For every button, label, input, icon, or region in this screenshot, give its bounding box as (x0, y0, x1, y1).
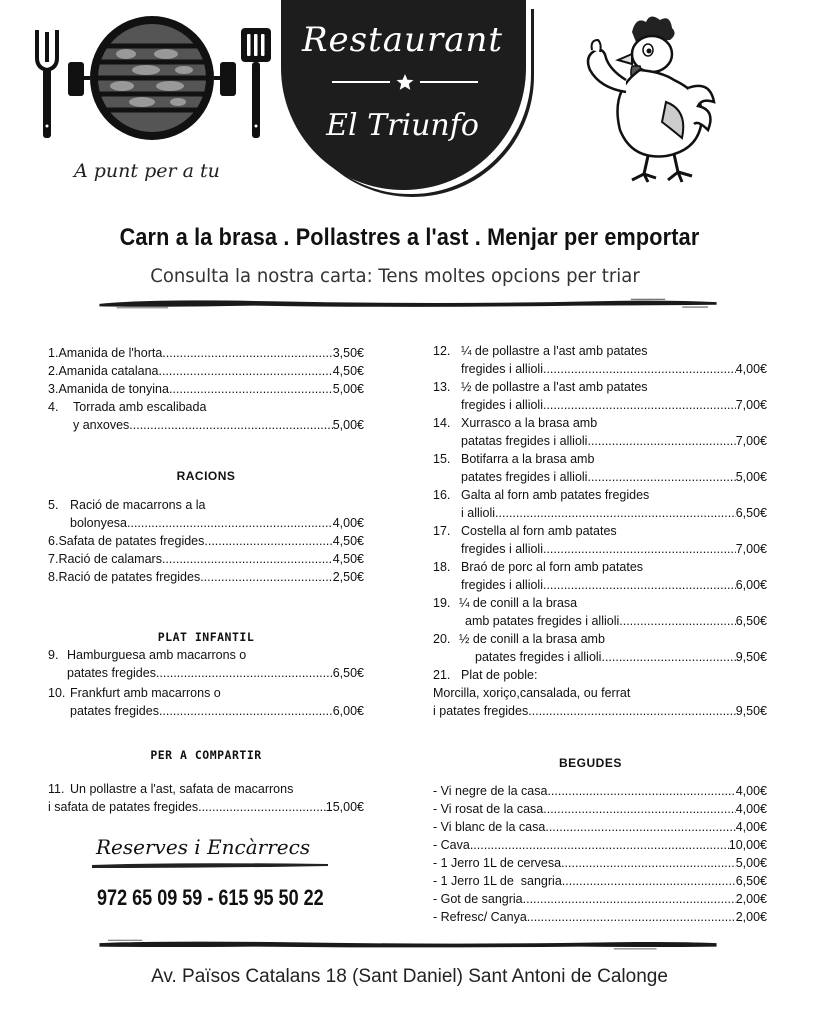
drink-item (433, 908, 767, 926)
item-label: - Refresc/ Canya (433, 910, 527, 924)
item-label: Frankfurt amb macarrons o (70, 686, 221, 700)
section-title-compartir: PER A COMPARTIR (150, 748, 262, 762)
menu-item (433, 414, 767, 450)
item-price: 6,50€ (332, 666, 364, 680)
starters-list (48, 344, 364, 434)
item-price: 4,00€ (735, 784, 767, 798)
dot-leader (159, 362, 333, 380)
item-label: patates fregides i allioli (461, 470, 588, 484)
item-price: 2,50€ (332, 570, 364, 584)
section-title-infantil: PLAT INFANTIL (157, 630, 255, 644)
item-price: 4,00€ (735, 802, 767, 816)
grill-icon (66, 10, 238, 145)
dot-leader (545, 818, 735, 836)
item-price: 5,00€ (735, 856, 767, 870)
dot-leader (619, 612, 735, 630)
dot-leader (527, 908, 736, 926)
dot-leader (543, 396, 736, 414)
star-icon (330, 72, 480, 92)
item-price: 9,50€ (735, 704, 767, 718)
item-label: Torrada amb escalibada (73, 400, 207, 414)
menu-item (48, 646, 364, 682)
dot-leader (543, 576, 736, 594)
item-number: 8. (48, 570, 59, 584)
menu-item (433, 594, 767, 630)
racions-list (48, 496, 364, 586)
item-label: patatas fregides i allioli (461, 434, 588, 448)
item-label: Ració de macarrons a la (70, 498, 206, 512)
reservations-underline (92, 860, 328, 870)
drink-item (433, 872, 767, 890)
item-label: i patates fregides (433, 704, 529, 718)
dot-leader (198, 798, 326, 816)
dot-leader (561, 854, 736, 872)
item-number: 4. (48, 400, 59, 414)
item-label: Safata de patates fregides (58, 534, 205, 548)
item-price: 4,00€ (735, 820, 767, 834)
infantil-list (48, 646, 364, 720)
headline: Carn a la brasa . Pollastres a l'ast . Menjar per emportar (119, 224, 700, 251)
dot-leader (523, 890, 736, 908)
divider-top (48, 297, 768, 309)
subheadline: Consulta la nostra carta: Tens moltes opcions per triar (150, 265, 640, 287)
item-number: 19. (433, 596, 451, 610)
drink-item (433, 854, 767, 872)
rooster-icon (570, 10, 720, 188)
menu-item (48, 398, 364, 434)
dot-leader (547, 782, 735, 800)
item-price: 9,50€ (735, 650, 767, 664)
fork-icon (34, 28, 60, 140)
item-number: 6. (48, 534, 59, 548)
item-label: - Vi blanc de la casa (433, 820, 546, 834)
item-number: 11. (48, 782, 65, 796)
section-title-begudes: BEGUDES (559, 756, 622, 770)
item-label: Amanida catalana (58, 364, 159, 378)
item-label: patates fregides (67, 666, 156, 680)
item-label: fregides i allioli (461, 542, 543, 556)
item-price: 6,50€ (735, 506, 767, 520)
menu-item (433, 630, 767, 666)
item-label: amb patates fregides i allioli (465, 614, 620, 628)
item-label: Costella al forn amb patates (461, 524, 617, 538)
item-price: 7,00€ (735, 398, 767, 412)
reservations-title: Reserves i Encàrrecs (96, 835, 311, 859)
phone-numbers: 972 65 09 59 - 615 95 50 22 (97, 885, 324, 910)
item-number: 1. (48, 346, 59, 360)
item-label: y anxoves (73, 418, 130, 432)
item-label: ¼ de pollastre a l'ast amb patates (461, 344, 648, 358)
dot-leader (528, 702, 736, 720)
item-number: 18. (433, 560, 451, 574)
dot-leader (543, 540, 736, 558)
item-price: 7,00€ (735, 434, 767, 448)
item-price: 4,00€ (735, 362, 767, 376)
mains-list (433, 342, 767, 720)
item-label: - 1 Jerro 1L de cervesa (433, 856, 562, 870)
item-price: 2,00€ (735, 892, 767, 906)
drink-item (433, 818, 767, 836)
item-number: 16. (433, 488, 451, 502)
item-price: 15,00€ (325, 800, 364, 814)
item-label: Amanida de tonyina (58, 382, 169, 396)
item-price: 4,00€ (332, 516, 364, 530)
dot-leader (162, 344, 332, 362)
drink-item (433, 782, 767, 800)
drink-item (433, 890, 767, 908)
item-number: 3. (48, 382, 59, 396)
menu-item (433, 522, 767, 558)
item-label: - 1 Jerro 1L de sangria (433, 874, 562, 888)
logo-restaurant-name: El Triunfo (326, 108, 479, 143)
item-price: 5,00€ (332, 418, 364, 432)
menu-item (433, 558, 767, 594)
dot-leader (129, 416, 332, 434)
item-label: ½ de conill a la brasa amb (459, 632, 605, 646)
dot-leader (204, 532, 332, 550)
item-number: 5. (48, 498, 59, 512)
item-label: patates fregides i allioli (475, 650, 602, 664)
menu-item (48, 532, 364, 550)
menu-item (433, 666, 767, 720)
drinks-list (433, 782, 767, 926)
item-label: i safata de patates fregides (48, 800, 199, 814)
menu-item (48, 362, 364, 380)
item-number: 14. (433, 416, 451, 430)
item-label: Botifarra a la brasa amb (461, 452, 595, 466)
item-label: Amanida de l'horta (58, 346, 163, 360)
menu-item (48, 550, 364, 568)
dot-leader (200, 568, 333, 586)
menu-item (48, 496, 364, 532)
item-number: 17. (433, 524, 451, 538)
item-number: 13. (433, 380, 451, 394)
menu-item (48, 344, 364, 362)
dot-leader (127, 514, 333, 532)
menu-item (48, 780, 364, 816)
item-price: 6,00€ (735, 578, 767, 592)
item-label: Ració de calamars (58, 552, 162, 566)
dot-leader (159, 702, 333, 720)
item-label: - Vi negre de la casa (433, 784, 548, 798)
dot-leader (543, 800, 735, 818)
item-label: bolonyesa (70, 516, 127, 530)
item-price: 4,50€ (332, 364, 364, 378)
menu-item (48, 684, 364, 720)
item-price: 10,00€ (728, 838, 767, 852)
item-label: - Cava (433, 838, 470, 852)
dot-leader (587, 468, 735, 486)
item-label: - Vi rosat de la casa (433, 802, 544, 816)
dot-leader (601, 648, 735, 666)
dot-leader (543, 360, 736, 378)
item-label: Un pollastre a l'ast, safata de macarrons (70, 782, 294, 796)
item-number: 10. (48, 686, 66, 700)
item-label: fregides i allioli (461, 578, 543, 592)
item-label: Plat de poble: (461, 668, 538, 682)
dot-leader (470, 836, 729, 854)
menu-item (48, 568, 364, 586)
item-price: 3,50€ (332, 346, 364, 360)
menu-left-column (48, 344, 364, 816)
drink-item (433, 800, 767, 818)
dot-leader (169, 380, 333, 398)
compartir-list (48, 780, 364, 816)
item-label: fregides i allioli (461, 362, 543, 376)
item-price: 6,00€ (332, 704, 364, 718)
divider-bottom (48, 938, 768, 950)
item-label: Galta al forn amb patates fregides (461, 488, 650, 502)
item-label: Morcilla, xoriço,cansalada, ou ferrat (433, 686, 631, 700)
item-price: 7,00€ (735, 542, 767, 556)
item-price: 5,00€ (735, 470, 767, 484)
drink-item (433, 836, 767, 854)
item-price: 5,00€ (332, 382, 364, 396)
dot-leader (162, 550, 333, 568)
item-label: Hamburguesa amb macarrons o (67, 648, 247, 662)
item-label: ½ de pollastre a l'ast amb patates (461, 380, 648, 394)
menu-item (433, 486, 767, 522)
item-price: 6,50€ (735, 874, 767, 888)
item-number: 12. (433, 344, 451, 358)
item-label: ¼ de conill a la brasa (459, 596, 578, 610)
item-label: patates fregides (70, 704, 159, 718)
menu-item (433, 450, 767, 486)
item-number: 20. (433, 632, 451, 646)
item-price: 4,50€ (332, 552, 364, 566)
item-label: i allioli (461, 506, 496, 520)
tagline: A punt per a tu (74, 160, 220, 182)
spatula-icon (239, 26, 273, 140)
item-label: Ració de patates fregides (58, 570, 201, 584)
dot-leader (562, 872, 736, 890)
dot-leader (587, 432, 735, 450)
section-title-racions: RACIONS (176, 469, 236, 483)
item-number: 7. (48, 552, 59, 566)
item-number: 21. (433, 668, 451, 682)
address: Av. Països Catalans 18 (Sant Daniel) Sant Antoni de Calonge (151, 966, 668, 987)
menu-item (48, 380, 364, 398)
item-label: - Got de sangria (433, 892, 523, 906)
item-price: 6,50€ (735, 614, 767, 628)
menu-right-column (433, 342, 767, 926)
item-number: 15. (433, 452, 451, 466)
menu-item (433, 342, 767, 378)
item-number: 9. (48, 648, 59, 662)
dot-leader (156, 664, 333, 682)
menu-item (433, 378, 767, 414)
item-price: 4,50€ (332, 534, 364, 548)
item-label: Xurrasco a la brasa amb (461, 416, 598, 430)
logo-restaurant-word: Restaurant (301, 20, 504, 60)
item-label: fregides i allioli (461, 398, 543, 412)
dot-leader (495, 504, 736, 522)
item-label: Braó de porc al forn amb patates (461, 560, 644, 574)
item-price: 2,00€ (735, 910, 767, 924)
item-number: 2. (48, 364, 59, 378)
